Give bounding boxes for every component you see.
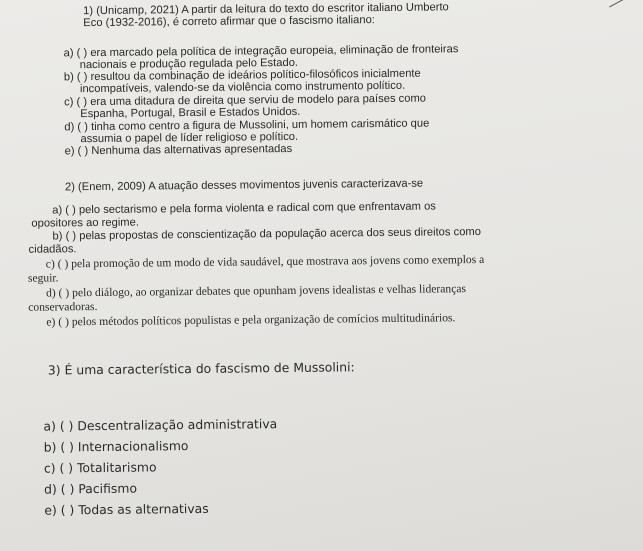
q1-option-b-cont: incompatíveis, valendo-se da violência como instrumento político.: [79, 79, 406, 96]
q1-option-b: b) ( ) resultou da combinação de ideários político-filosóficos inicialmente: [63, 67, 421, 84]
q1-option-d: d) ( ) tinha como centro a figura de Mussolini, um homem carismático que: [64, 117, 430, 134]
q1-option-e: e) ( ) Nenhuma das alternativas apresentadas: [64, 142, 293, 158]
q3-heading: 3) É uma característica do fascismo de Mussolini:: [47, 359, 355, 378]
q3-option-c: c) ( ) Totalitarismo: [43, 459, 157, 476]
q2-option-c-cont: seguir.: [27, 271, 59, 285]
q3-option-d: d) ( ) Pacifismo: [44, 480, 138, 497]
q2-option-a-text: a) ( ) pelo sectarismo e pela forma violenta e radical com que enfrentavam os: [52, 200, 436, 217]
q3-option-e: e) ( ) Todas as alternativas: [44, 500, 209, 518]
q1-option-d-cont: assumia o papel de líder religioso e político.: [80, 130, 299, 146]
q2-option-a-cont: opositores ao regime.: [31, 216, 139, 230]
q2-option-a: [52, 199, 594, 218]
paper-corner-mark: [609, 0, 639, 20]
q1-option-a-cont: nacionais e produção regulada pelo Estado.: [79, 56, 299, 72]
q2-option-b-cont: cidadãos.: [28, 243, 77, 256]
q2-heading: 2) (Enem, 2009) A atuação desses movimentos juvenis caracterizava-se: [64, 177, 424, 194]
q1-option-a: a) ( ) era marcado pela política de integração europeia, eliminação de fronteiras: [63, 43, 459, 60]
q3-option-a: a) ( ) Descentralização administrativa: [43, 416, 278, 434]
q2-option-d: d) ( ) pelo diálogo, ao organizar debates que opunham jovens idealistas e velhas lideranças: [46, 282, 467, 300]
q2-option-b: b) ( ) pelas propostas de conscientização da população acerca dos seus direitos como: [52, 225, 482, 243]
q1-option-c-cont: Espanha, Portugal, Brasil e Estados Unidos.: [80, 105, 301, 121]
q1-heading-line2: Eco (1932-2016), é correto afirmar que o fascismo italiano:: [83, 14, 375, 30]
q1-heading-line1: 1) (Unicamp, 2021) A partir da leitura do texto do escritor italiano Umberto: [83, 1, 449, 18]
q1-option-c: c) ( ) era uma ditadura de direita que serviu de modelo para países como: [64, 92, 427, 109]
q2-option-e: e) ( ) pelos métodos políticos populistas e pela organização de comícios multitudinários.: [46, 311, 456, 329]
q2-option-d-cont: conservadoras.: [28, 299, 98, 314]
q2-option-c: c) ( ) pela promoção de um modo de vida saudável, que mostrava aos jovens como exemplos a: [45, 252, 485, 271]
q3-option-b: b) ( ) Internacionalismo: [43, 438, 189, 455]
